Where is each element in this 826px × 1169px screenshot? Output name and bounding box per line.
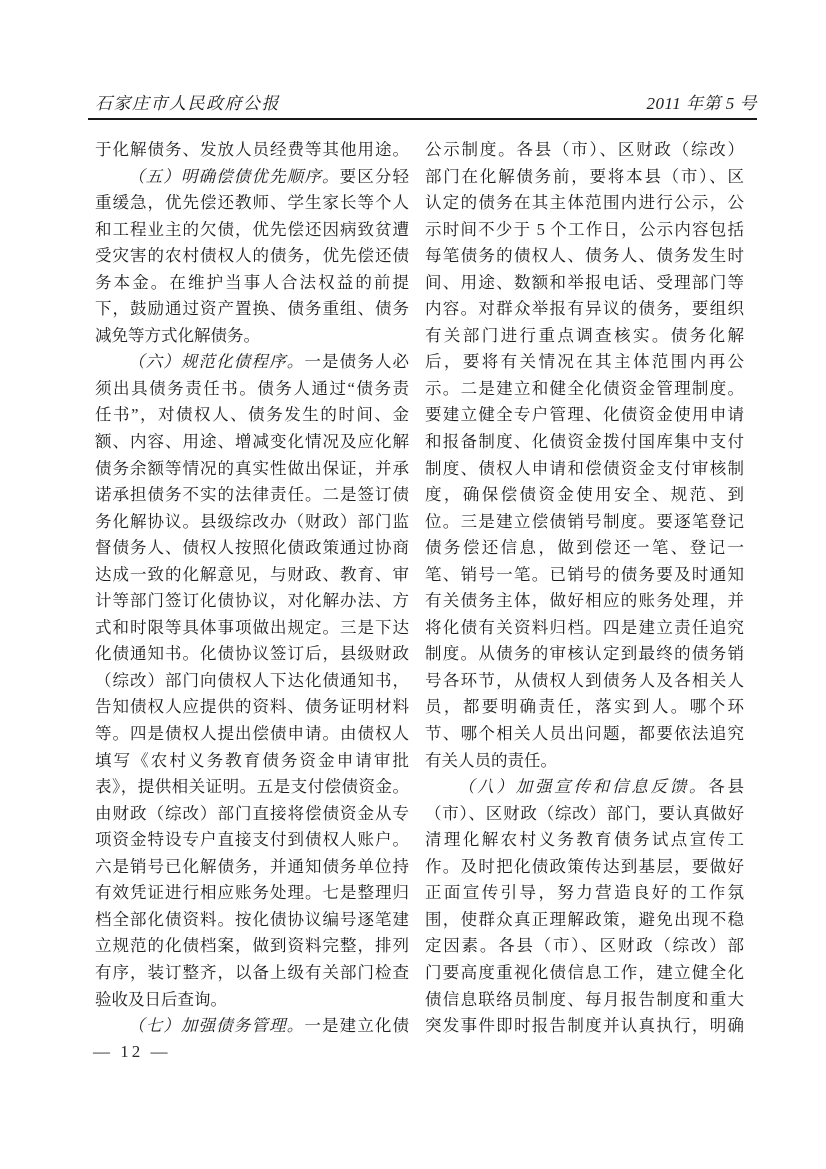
text-line <box>95 694 409 721</box>
clause-heading-text: （六）规范化债程序。 <box>128 352 305 372</box>
text-line <box>425 801 744 828</box>
text-line <box>425 562 744 589</box>
text-line <box>95 1013 409 1040</box>
body-text: 等。四是债权人提出偿债申请。由债权人 <box>95 724 409 744</box>
text-line <box>425 349 744 376</box>
body-text: 化债通知书。化债协议签订后，县级财政 <box>95 644 409 664</box>
body-text: 减免等方式化解债务。 <box>95 325 260 345</box>
text-line <box>425 535 744 562</box>
header-rule <box>88 118 757 120</box>
text-line <box>425 615 744 642</box>
body-text: 节、哪个相关人员出问题，都要依法追究 <box>425 724 744 744</box>
body-text: 项资金特设专户直接支付到债权人账户。 <box>95 830 409 850</box>
body-text: 下，鼓励通过资产置换、债务重组、债务 <box>95 299 409 319</box>
body-text: 一是建立化债 <box>304 1016 409 1036</box>
body-text: 内容。对群众举报有异议的债务，要组织 <box>425 299 744 319</box>
body-text: 务本金。在维护当事人合法权益的前提 <box>95 272 409 292</box>
text-line <box>425 588 744 615</box>
body-text: 正面宣传引导，努力营造良好的工作氛 <box>425 883 744 903</box>
text-line <box>425 694 744 721</box>
body-text: 额、内容、用途、增减变化情况及应化解 <box>95 432 409 452</box>
text-line <box>425 960 744 987</box>
text-line <box>425 137 744 164</box>
text-line <box>425 482 744 509</box>
text-line <box>425 748 744 775</box>
text-body <box>95 137 744 1040</box>
text-line <box>425 933 744 960</box>
body-text: 债务偿还信息，做到偿还一笔、登记一 <box>425 538 744 558</box>
body-text: 达成一致的化解意见，与财政、教育、审 <box>95 564 409 584</box>
text-line <box>425 323 744 350</box>
body-text: 门要高度重视化债信息工作，建立健全化 <box>425 962 744 982</box>
body-text: 认定的债务在其主体范围内进行公示，公 <box>425 193 744 213</box>
body-text: 计等部门签订化债协议，对化解办法、方 <box>95 591 409 611</box>
body-text: 式和时限等具体事项做出规定。三是下达 <box>95 617 409 637</box>
body-text: 填写《农村义务教育债务资金申请审批 <box>95 750 409 770</box>
text-line <box>425 190 744 217</box>
body-text: 要区分轻 <box>339 166 409 186</box>
text-line <box>425 429 744 456</box>
body-text: 示。二是建立和健全化债资金管理制度。 <box>425 378 744 398</box>
body-text: 员，都要明确责任，落实到人。哪个环 <box>425 697 744 717</box>
body-text: 有序，装订整齐，以备上级有关部门检查 <box>95 962 409 982</box>
text-line <box>95 482 409 509</box>
body-text: （综改）部门向债权人下达化债通知书， <box>95 670 409 690</box>
text-line <box>95 907 409 934</box>
text-line <box>425 880 744 907</box>
text-line <box>95 588 409 615</box>
text-line <box>95 615 409 642</box>
page-number: — 12 — <box>93 1042 171 1061</box>
body-text: 告知债权人应提供的资料、债务证明材料 <box>95 697 409 717</box>
text-line <box>95 535 409 562</box>
body-text: 有关人员的责任。 <box>425 750 557 770</box>
text-line <box>95 243 409 270</box>
page-header <box>95 93 757 115</box>
body-text: 于化解债务、发放人员经费等其他用途。 <box>95 140 409 159</box>
body-text: 制度、债权人申请和偿债资金支付审核制 <box>425 458 744 478</box>
body-text: 表》，提供相关证明。五是支付偿债资金。 <box>95 777 409 797</box>
text-line <box>95 296 409 323</box>
clause-heading-text: （八）加强宣传和信息反馈。 <box>458 777 709 797</box>
text-line <box>425 907 744 934</box>
body-text: 公示制度。各县（市）、区财政（综改） <box>425 140 744 159</box>
clause-heading-text: （七）加强债务管理。 <box>128 1016 305 1036</box>
text-line <box>95 164 409 191</box>
body-text: 清理化解农村义务教育债务试点宣传工 <box>425 830 744 850</box>
text-line <box>95 402 409 429</box>
body-text: 要建立健全专户管理、化债资金使用申请 <box>425 405 744 425</box>
text-line <box>95 668 409 695</box>
text-line <box>95 854 409 881</box>
body-text: 将化债有关资料归档。四是建立责任追究 <box>425 617 744 637</box>
body-text: 部门在化解债务前，要将本县（市）、区 <box>425 166 744 186</box>
body-text: 由财政（综改）部门直接将偿债资金从专 <box>95 803 409 823</box>
body-text: 六是销号已化解债务，并通知债务单位持 <box>95 856 409 876</box>
body-text: 和工程业主的欠债，优先偿还因病致贫遭 <box>95 219 409 239</box>
text-line <box>425 164 744 191</box>
body-text: 每笔债务的债权人、债务人、债务发生时 <box>425 246 744 266</box>
body-text: 制度。从债务的审核认定到最终的债务销 <box>425 644 744 664</box>
text-line <box>95 748 409 775</box>
text-line <box>425 668 744 695</box>
body-text: 位。三是建立偿债销号制度。要逐笔登记 <box>425 511 744 531</box>
body-text: 档全部化债资料。按化债协议编号逐笔建 <box>95 909 409 929</box>
body-text: 督债务人、债权人按照化债政策通过协商 <box>95 538 409 558</box>
text-line <box>95 827 409 854</box>
text-line <box>95 987 409 1014</box>
body-text: 验收及日后查询。 <box>95 989 227 1009</box>
text-line <box>425 243 744 270</box>
text-line <box>425 827 744 854</box>
issue-number: 2011 年第 5 号 <box>646 94 757 113</box>
body-text: 示时间不少于 5 个工作日，公示内容包括 <box>425 219 744 239</box>
body-text: 度，确保偿债资金使用安全、规范、到 <box>425 485 744 505</box>
text-line <box>95 933 409 960</box>
body-text: 诺承担债务不实的法律责任。二是签订债 <box>95 485 409 505</box>
text-line <box>425 774 744 801</box>
journal-title: 石家庄市人民政府公报 <box>95 94 280 113</box>
text-line <box>425 217 744 244</box>
text-line <box>95 880 409 907</box>
body-text: 有关债务主体，做好相应的账务处理，并 <box>425 591 744 611</box>
text-line <box>95 641 409 668</box>
text-line <box>425 641 744 668</box>
body-text: 围，使群众真正理解政策，避免出现不稳 <box>425 909 744 929</box>
body-text: 须出具债务责任书。债务人通过“债务责 <box>95 378 409 398</box>
text-line <box>95 217 409 244</box>
body-text: 笔、销号一笔。已销号的债务要及时通知 <box>425 564 744 584</box>
text-line <box>425 987 744 1014</box>
body-text: 受灾害的农村债权人的债务，优先偿还债 <box>95 246 409 266</box>
text-line <box>95 349 409 376</box>
body-text: 各县 <box>708 777 744 797</box>
text-line <box>95 137 409 164</box>
text-line <box>95 270 409 297</box>
text-line <box>95 456 409 483</box>
text-line <box>95 801 409 828</box>
text-line <box>95 429 409 456</box>
body-text: 作。及时把化债政策传达到基层，要做好 <box>425 856 744 876</box>
body-text: 务化解协议。县级综改办（财政）部门监 <box>95 511 409 531</box>
text-line <box>425 509 744 536</box>
text-line <box>95 774 409 801</box>
text-line <box>425 456 744 483</box>
body-text: 重缓急，优先偿还教师、学生家长等个人 <box>95 193 409 213</box>
text-line <box>95 323 409 350</box>
body-text: 号各环节，从债权人到债务人及各相关人 <box>425 670 744 690</box>
text-line <box>425 376 744 403</box>
text-line <box>95 960 409 987</box>
text-column-left <box>95 137 409 1040</box>
body-text: 立规范的化债档案，做到资料完整，排列 <box>95 936 409 956</box>
body-text: 债信息联络员制度、每月报告制度和重大 <box>425 989 744 1009</box>
body-text: 突发事件即时报告制度并认真执行，明确 <box>425 1016 744 1036</box>
body-text: 债务余额等情况的真实性做出保证，并承 <box>95 458 409 478</box>
body-text: 一是债务人必 <box>304 352 409 372</box>
body-text: 定因素。各县（市）、区财政（综改）部 <box>425 936 744 956</box>
text-line <box>425 270 744 297</box>
text-line <box>95 721 409 748</box>
body-text: 任书”，对债权人、债务发生的时间、金 <box>95 405 409 425</box>
text-column-right <box>425 137 744 1040</box>
body-text: 间、用途、数额和举报电话、受理部门等 <box>425 272 744 292</box>
text-line <box>95 190 409 217</box>
body-text: （市）、区财政（综改）部门，要认真做好 <box>425 803 744 823</box>
text-line <box>425 1013 744 1040</box>
body-text: 和报备制度、化债资金拨付国库集中支付 <box>425 432 744 452</box>
text-line <box>425 402 744 429</box>
text-line <box>425 721 744 748</box>
body-text: 有效凭证进行相应账务处理。七是整理归 <box>95 883 409 903</box>
text-line <box>95 562 409 589</box>
text-line <box>425 854 744 881</box>
body-text: 有关部门进行重点调查核实。债务化解 <box>425 325 744 345</box>
text-line <box>425 296 744 323</box>
text-line <box>95 509 409 536</box>
clause-heading-text: （五）明确偿债优先顺序。 <box>128 166 340 186</box>
body-text: 后，要将有关情况在其主体范围内再公 <box>425 352 744 372</box>
text-line <box>95 376 409 403</box>
